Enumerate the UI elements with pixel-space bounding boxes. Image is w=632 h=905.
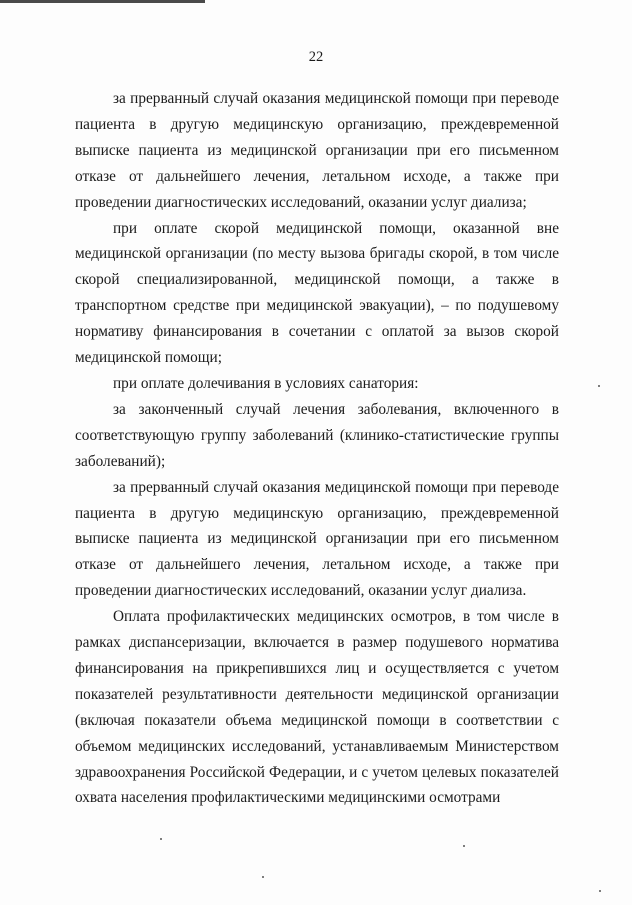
- scan-speck: [598, 385, 600, 387]
- scan-speck: [160, 838, 162, 840]
- page-number: 22: [308, 49, 324, 65]
- paragraph-interrupted-case-1: за прерванный случай оказания медицинской помощи при переводе пациента в другую медицинскую организацию, преждевременной выписке пациента из медицинской организации при его письменном отказе от дальнейшего лечения, летальном исходе, а также при проведении диагностических исследований, оказании услуг диализа;: [75, 90, 559, 211]
- document-body: [75, 86, 559, 811]
- paragraph-interrupted-case-2: за прерванный случай оказания медицинской помощи при переводе пациента в другую медицинскую организацию, преждевременной выписке пациента из медицинской организации при его письменном отказе от дальнейшего лечения, летальном исходе, а также при проведении диагностических исследований, оказании услуг диализа.: [75, 478, 559, 600]
- paragraph-completed-case: за законченный случай лечения заболевания, включенного в соответствующую группу заболеваний (клинико-статистические группы заболеваний);: [75, 400, 559, 470]
- scan-speck: [262, 876, 264, 878]
- scan-speck: [599, 890, 601, 892]
- paragraph-preventive-exams: Оплата профилактических медицинских осмотров, в том числе в рамках диспансеризации, включается в размер подушевого норматива финансирования на прикрепившихся лиц и осуществляется с учетом показателей результативности деятельности медицинской организации (включая показатели объема медицинской помощи в соответствии с объемом медицинских исследований, устанавливаемым Министерством здравоохранения Российской Федерации, и с учетом целевых показателей охвата населения профилактическими медицинскими осмотрами: [75, 608, 559, 807]
- scan-edge-mark: [0, 0, 205, 3]
- scan-speck: [463, 845, 465, 847]
- paragraph-emergency-care-payment: при оплате скорой медицинской помощи, оказанной вне медицинской организации (по месту вызова бригады скорой, в том числе скорой специализированной, медицинской помощи, а также в транспортном средстве при медицинской эвакуации), – по подушевому нормативу финансирования в сочетании с оплатой за вызов скорой медицинской помощи;: [75, 219, 559, 367]
- paragraph-sanatorium-payment: при оплате долечивания в условиях санатория:: [113, 374, 419, 392]
